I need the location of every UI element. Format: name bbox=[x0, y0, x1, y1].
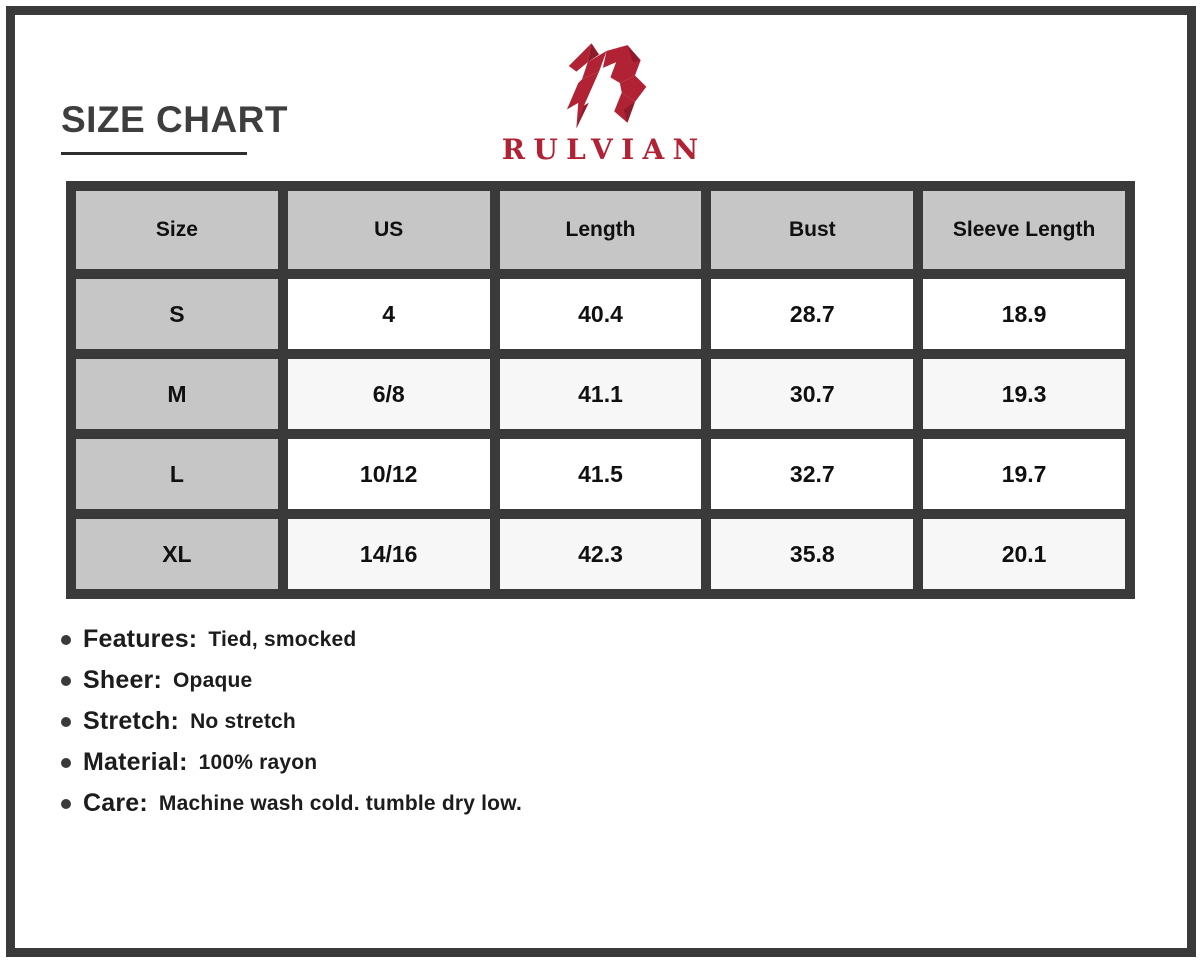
table-cell: 35.8 bbox=[711, 519, 913, 589]
row-header: M bbox=[76, 359, 278, 429]
size-chart-body bbox=[76, 279, 1125, 589]
detail-label: Care: bbox=[83, 789, 148, 817]
title-underline bbox=[61, 152, 247, 155]
detail-value: Opaque bbox=[173, 668, 253, 692]
table-cell: 30.7 bbox=[711, 359, 913, 429]
detail-value: Machine wash cold. tumble dry low. bbox=[158, 791, 523, 815]
column-header: Sleeve Length bbox=[923, 191, 1125, 269]
table-cell: 41.5 bbox=[500, 439, 702, 509]
table-cell: 4 bbox=[288, 279, 490, 349]
size-table-wrap bbox=[66, 181, 1135, 599]
detail-label: Material: bbox=[83, 748, 188, 776]
table-cell: 18.9 bbox=[923, 279, 1125, 349]
detail-item bbox=[61, 666, 522, 695]
bullet-icon bbox=[61, 758, 71, 768]
product-details-list bbox=[61, 625, 522, 818]
bullet-icon bbox=[61, 799, 71, 809]
column-header: Length bbox=[500, 191, 702, 269]
row-header: L bbox=[76, 439, 278, 509]
row-header: XL bbox=[76, 519, 278, 589]
bullet-icon bbox=[61, 635, 71, 645]
table-cell: 42.3 bbox=[500, 519, 702, 589]
detail-item bbox=[61, 748, 522, 777]
page-frame bbox=[6, 6, 1196, 957]
detail-item bbox=[61, 789, 522, 818]
column-header: US bbox=[288, 191, 490, 269]
column-header: Size bbox=[76, 191, 278, 269]
page-title: SIZE CHART bbox=[61, 99, 288, 140]
table-row bbox=[76, 519, 1125, 589]
detail-value: Tied, smocked bbox=[208, 627, 357, 651]
table-cell: 10/12 bbox=[288, 439, 490, 509]
table-row bbox=[76, 279, 1125, 349]
table-cell: 6/8 bbox=[288, 359, 490, 429]
detail-value: No stretch bbox=[190, 709, 296, 733]
detail-label: Stretch: bbox=[83, 707, 180, 735]
table-cell: 19.3 bbox=[923, 359, 1125, 429]
table-row bbox=[76, 439, 1125, 509]
brand-name: RULVIAN bbox=[501, 133, 707, 166]
table-cell: 40.4 bbox=[500, 279, 702, 349]
detail-item bbox=[61, 625, 522, 654]
table-cell: 32.7 bbox=[711, 439, 913, 509]
table-row bbox=[76, 359, 1125, 429]
size-chart-table bbox=[66, 181, 1135, 599]
table-cell: 14/16 bbox=[288, 519, 490, 589]
table-cell: 28.7 bbox=[711, 279, 913, 349]
detail-label: Sheer: bbox=[83, 666, 163, 694]
row-header: S bbox=[76, 279, 278, 349]
detail-item bbox=[61, 707, 522, 736]
brand-logo-icon bbox=[548, 35, 652, 131]
bullet-icon bbox=[61, 717, 71, 727]
column-header: Bust bbox=[711, 191, 913, 269]
table-cell: 41.1 bbox=[500, 359, 702, 429]
table-cell: 20.1 bbox=[923, 519, 1125, 589]
bullet-icon bbox=[61, 676, 71, 686]
table-cell: 19.7 bbox=[923, 439, 1125, 509]
brand-block bbox=[450, 35, 750, 166]
detail-value: 100% rayon bbox=[198, 750, 318, 774]
header-row bbox=[76, 191, 1125, 269]
detail-label: Features: bbox=[83, 625, 198, 653]
size-chart-head bbox=[76, 191, 1125, 269]
